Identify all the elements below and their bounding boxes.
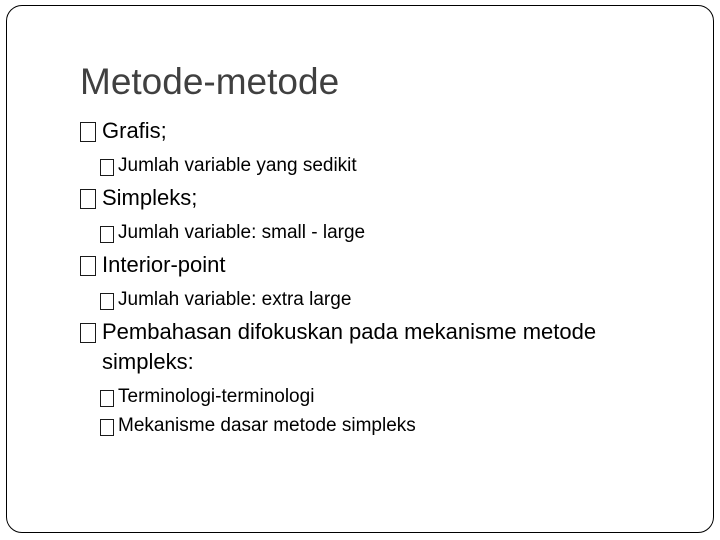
missing-glyph-box-icon: [100, 159, 114, 176]
bullet-text: Interior-point: [102, 252, 226, 277]
missing-glyph-box-icon: [100, 390, 114, 407]
missing-glyph-box-icon: [80, 323, 96, 343]
bullet-text: Simpleks;: [102, 185, 198, 210]
sub-bullet-text: Jumlah variable: extra large: [118, 289, 352, 310]
sub-bullet-text: Jumlah variable yang sedikit: [118, 155, 357, 176]
sub-bullet-item: [100, 154, 680, 178]
missing-glyph-box-icon: [80, 256, 96, 276]
sub-bullet-item: [100, 288, 680, 312]
bullet-text: Pembahasan difokuskan pada mekanisme metode simpleks:: [102, 319, 597, 374]
sub-bullet-item: [100, 221, 680, 245]
missing-glyph-box-icon: [80, 189, 96, 209]
sub-bullet-text: Terminologi-terminologi: [118, 386, 315, 407]
slide-title: Metode-metode: [80, 61, 340, 102]
missing-glyph-box-icon: [100, 226, 114, 243]
bullet-item-simpleks: [80, 183, 680, 213]
missing-glyph-box-icon: [100, 419, 114, 436]
bullet-item-pembahasan: [80, 317, 622, 377]
sub-bullet-text: Mekanisme dasar metode simpleks: [118, 415, 416, 436]
bullet-list: [80, 116, 680, 438]
bullet-text: Grafis;: [102, 118, 167, 143]
bullet-item-interior-point: [80, 250, 680, 280]
missing-glyph-box-icon: [100, 293, 114, 310]
bullet-item-grafis: [80, 116, 680, 146]
sub-bullet-text: Jumlah variable: small - large: [118, 222, 366, 243]
sub-bullet-item: [100, 414, 680, 438]
missing-glyph-box-icon: [80, 122, 96, 142]
sub-bullet-item: [100, 385, 680, 409]
